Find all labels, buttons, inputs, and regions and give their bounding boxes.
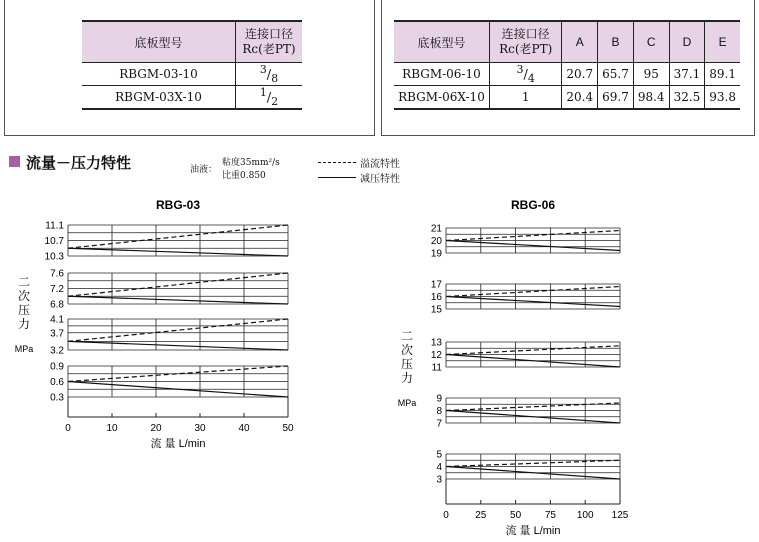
chart-rbg-06	[390, 195, 750, 541]
header-model: 底板型号	[394, 21, 489, 63]
x-tick-label: 125	[611, 510, 629, 521]
x-tick-label: 20	[150, 423, 162, 434]
dim-a-cell: 20.7	[562, 63, 598, 86]
header-c: C	[633, 21, 669, 63]
right-spec-table	[394, 20, 740, 110]
y-tick-label: 0.3	[50, 392, 64, 404]
header-port-label: 连接口径	[501, 27, 550, 41]
port-denominator: 4	[527, 71, 535, 85]
dim-a-cell: 20.4	[562, 86, 598, 110]
model-cell: RBGM-03X-10	[82, 86, 236, 110]
x-tick-label: 0	[65, 423, 71, 434]
section-title: 流量－压力特性	[26, 154, 132, 172]
y-tick-label: 13	[430, 337, 442, 349]
legend-reducing: 减压特性	[360, 174, 400, 185]
y-tick-label: 16	[430, 292, 442, 303]
port-cell: 1	[489, 86, 561, 110]
y-tick-label: 11.1	[45, 220, 64, 232]
model-cell: RBGM-03-10	[82, 63, 236, 86]
y-tick-label: 19	[430, 248, 442, 260]
x-tick-label: 10	[106, 423, 118, 434]
chart-title: RBG-06	[510, 198, 556, 212]
reducing-characteristic-line	[446, 297, 620, 307]
reducing-characteristic-line	[68, 341, 288, 350]
chart-title: RBG-03	[155, 198, 201, 212]
y-tick-label: 3	[436, 474, 442, 486]
x-tick-label: 50	[282, 423, 294, 434]
header-e: E	[705, 21, 740, 63]
oil-label: 油液：	[190, 165, 218, 175]
x-tick-label: 100	[576, 510, 594, 521]
header-port-unit: Rc(老PT)	[242, 42, 296, 56]
y-axis-label-char: 压	[400, 357, 414, 371]
y-tick-label: 17	[430, 279, 442, 291]
x-tick-label: 50	[510, 510, 522, 521]
y-tick-label: 7.2	[50, 284, 64, 295]
table-row	[394, 63, 740, 86]
dim-b-cell: 65.7	[598, 63, 634, 86]
oil-gravity: 比重0.850	[222, 171, 266, 181]
model-cell: RBGM-06-10	[394, 63, 489, 86]
header-port	[236, 21, 303, 63]
relief-characteristic-line	[68, 225, 288, 248]
reducing-characteristic-line	[68, 248, 288, 256]
y-tick-label: 0.9	[50, 361, 64, 373]
y-tick-label: 7.6	[50, 268, 64, 280]
legend-relief: 溢流特性	[360, 159, 400, 170]
y-tick-label: 15	[430, 304, 442, 316]
legend-solid-line	[318, 177, 356, 178]
y-tick-label: 6.8	[50, 299, 64, 311]
y-axis-unit: MPa	[14, 344, 34, 354]
reducing-characteristic-line	[446, 241, 620, 251]
port-cell: $^1/_2$	[236, 86, 303, 110]
dim-d-cell: 32.5	[669, 86, 705, 110]
y-tick-label: 20	[430, 236, 442, 247]
port-numerator: 3	[259, 63, 267, 77]
header-port-label: 连接口径	[244, 27, 293, 41]
x-tick-label: 0	[443, 510, 449, 521]
y-axis-unit: MPa	[397, 398, 417, 408]
port-denominator: 2	[271, 94, 279, 108]
x-tick-label: 40	[238, 423, 250, 434]
table-row	[82, 63, 302, 86]
y-axis-label-char: 力	[400, 371, 414, 385]
x-tick-label: 75	[544, 510, 556, 521]
y-tick-label: 3.7	[50, 328, 64, 340]
y-tick-label: 4.1	[50, 314, 64, 326]
header-a: A	[562, 21, 598, 63]
header-port	[489, 21, 561, 63]
relief-characteristic-line	[446, 231, 620, 241]
y-tick-label: 0.6	[50, 377, 64, 388]
section-square-icon	[9, 156, 20, 167]
relief-characteristic-line	[68, 273, 288, 296]
y-tick-label: 7	[436, 418, 442, 430]
relief-characteristic-line	[446, 287, 620, 297]
y-axis-label-char: 二	[400, 329, 414, 343]
x-tick-label: 30	[194, 423, 206, 434]
dim-d-cell: 37.1	[669, 63, 705, 86]
y-tick-label: 8	[436, 406, 442, 417]
y-tick-label: 12	[430, 350, 442, 361]
oil-viscosity: 粘度35mm²/s	[222, 158, 280, 168]
header-model: 底板型号	[82, 21, 236, 63]
y-tick-label: 5	[436, 449, 442, 461]
port-denominator: 8	[271, 71, 279, 85]
model-cell: RBGM-06X-10	[394, 86, 489, 110]
relief-characteristic-line	[446, 346, 620, 355]
header-b: B	[598, 21, 634, 63]
legend-dash-line	[318, 162, 356, 163]
y-tick-label: 9	[436, 393, 442, 405]
dim-c-cell: 98.4	[633, 86, 669, 110]
y-tick-label: 10.3	[44, 251, 64, 263]
x-tick-label: 25	[475, 510, 487, 521]
left-spec-table	[82, 20, 302, 110]
port-cell: $^3/_4$	[489, 63, 561, 86]
port-cell: $^3/_8$	[236, 63, 303, 86]
y-tick-label: 10.7	[44, 236, 64, 247]
y-axis-label-char: 压	[17, 303, 31, 317]
dim-e-cell: 89.1	[705, 63, 740, 86]
dim-b-cell: 69.7	[598, 86, 634, 110]
x-axis-label: 流 量 L/min	[505, 525, 561, 537]
chart-rbg-03	[0, 195, 330, 455]
y-axis-label-char: 力	[17, 317, 31, 331]
table-row	[82, 86, 302, 110]
relief-characteristic-line	[68, 319, 288, 341]
y-tick-label: 3.2	[50, 345, 64, 357]
y-tick-label: 11	[431, 362, 442, 374]
reducing-characteristic-line	[68, 296, 288, 304]
header-port-unit: Rc(老PT)	[499, 42, 553, 56]
dim-c-cell: 95	[633, 63, 669, 86]
port-numerator: 1	[259, 86, 267, 100]
relief-characteristic-line	[446, 460, 620, 466]
x-axis-label: 流 量 L/min	[150, 438, 206, 450]
header-d: D	[669, 21, 705, 63]
y-axis-label-char: 次	[17, 289, 31, 303]
port-numerator: 3	[516, 63, 524, 77]
y-axis-label-char: 二	[17, 275, 31, 289]
dim-e-cell: 93.8	[705, 86, 740, 110]
y-tick-label: 21	[430, 223, 442, 235]
y-tick-label: 4	[436, 462, 442, 473]
y-axis-label-char: 次	[400, 343, 414, 357]
table-row	[394, 86, 740, 110]
